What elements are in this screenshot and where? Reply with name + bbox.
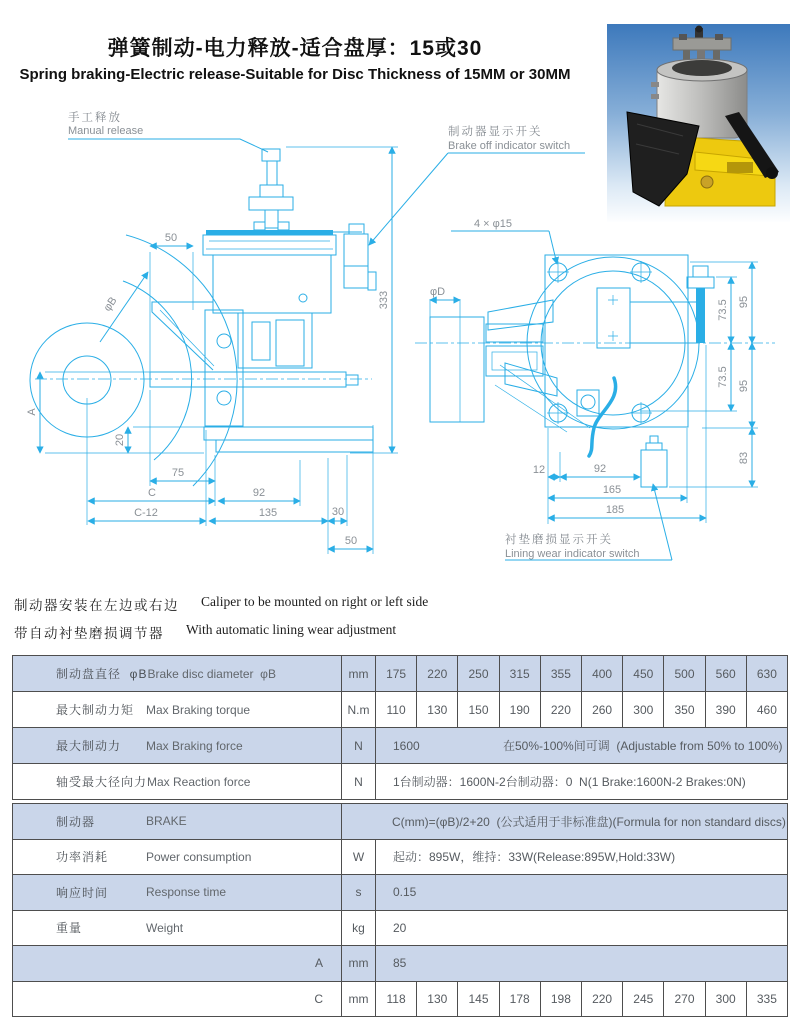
value-cell: 130 [416, 982, 457, 1017]
page-header [15, 32, 575, 83]
value-cell: 270 [663, 982, 704, 1017]
dim-135: 135 [258, 507, 278, 519]
mounting-plate [545, 255, 688, 427]
value-cell: 190 [499, 692, 540, 727]
row-label [13, 656, 341, 691]
value-cell: 198 [540, 982, 581, 1017]
value-cell: 220 [540, 692, 581, 727]
dim-30: 30 [331, 506, 345, 518]
spec-table-2 [12, 803, 788, 1017]
table-row [13, 804, 787, 839]
value-cell: 150 [457, 692, 498, 727]
dim-83: 83 [738, 451, 750, 465]
value-cell: 300 [622, 692, 663, 727]
table-row [13, 910, 787, 946]
row-label: C [314, 991, 323, 1006]
merged-value-cell: 0.15 [375, 875, 787, 910]
braking-force-note: 在50%-100%间可调 (Adjustable from 50% to 100%) [503, 739, 783, 753]
table-row [13, 656, 787, 691]
page-title-zh: 弹簧制动-电力释放-适合盘厚：15或30 [107, 37, 483, 60]
phi-b-label: φB [101, 294, 120, 314]
merged-value-cell: 20 [375, 911, 787, 946]
base-plate [204, 427, 373, 440]
brake-off-leader [369, 153, 448, 245]
table-row [13, 839, 787, 875]
row-label-en: Max Braking force [146, 738, 243, 753]
value-cell: 315 [499, 656, 540, 691]
row-label [13, 804, 341, 839]
table-row [13, 981, 787, 1017]
row-label-en: Response time [146, 885, 227, 900]
value-cell: 400 [581, 656, 622, 691]
value-cell: 250 [457, 656, 498, 691]
note-1-en: Caliper to be mounted on right or left side [201, 594, 429, 609]
row-label-zh: 功率消耗 [56, 850, 109, 865]
row-label [13, 764, 341, 799]
braking-force-value: 1600 [393, 738, 420, 753]
value-cell: 220 [581, 982, 622, 1017]
value-cell: 130 [416, 692, 457, 727]
value-cell: 560 [705, 656, 746, 691]
row-label [13, 840, 341, 875]
manual-release-leader [68, 139, 268, 152]
merged-value-cell [375, 728, 787, 763]
unit-cell: N [341, 728, 375, 763]
manual-release-label-zh: 手工释放 [68, 112, 122, 124]
dim-50-bottom: 50 [344, 535, 358, 547]
value-cell: 350 [663, 692, 704, 727]
row-label-zh: 最大制动力矩 [56, 703, 135, 717]
value-cell: 460 [746, 692, 787, 727]
row-label-en: Max Reaction force [147, 774, 251, 789]
page-title-en: Spring braking-Electric release-Suitable for Disc Thickness of 15MM or 30MM [19, 66, 571, 83]
unit-cell: s [341, 875, 375, 910]
lining-wear-sensor [641, 436, 667, 487]
row-label-en: Max Braking torque [146, 702, 251, 717]
manual-release-stem [249, 149, 293, 230]
row-label-en: Brake disc diameter φB [147, 666, 276, 681]
phi-d-label: φD [430, 286, 446, 298]
value-cell: 500 [663, 656, 704, 691]
row-label [13, 875, 341, 910]
table-row [13, 945, 787, 981]
merged-value-cell: 起动：895W，维持：33W(Release:895W,Hold:33W) [375, 840, 787, 875]
caliper-internals [152, 302, 312, 426]
row-label-en: Power consumption [146, 849, 252, 864]
merged-value-cell: 1台制动器：1600N-2台制动器：0 N(1 Brake:1600N-2 Brakes:0N) [375, 764, 787, 799]
dim-12: 12 [532, 464, 546, 476]
value-cell: 220 [416, 656, 457, 691]
value-cell: 178 [499, 982, 540, 1017]
row-label-zh: 制动器 [56, 814, 96, 829]
row-label-zh: 重量 [56, 921, 83, 936]
note-line-2 [14, 622, 428, 642]
row-label-zh: 制动盘直径 φB [56, 667, 148, 681]
shaft [150, 372, 346, 387]
dim-165: 165 [602, 484, 622, 496]
table-row [13, 691, 787, 727]
lining-wear-leader [653, 484, 672, 560]
dim-C: C [148, 487, 156, 499]
note-2-zh: 带自动衬垫磨损调节器 [14, 626, 164, 641]
hub-block [597, 288, 630, 348]
row-label [13, 728, 341, 763]
dim-185: 185 [605, 504, 625, 516]
value-cell: 335 [746, 982, 787, 1017]
dim-333: 333 [378, 290, 390, 310]
dim-92-top: 92 [593, 463, 607, 475]
unit-cell: N.m [341, 692, 375, 727]
bolt-pattern-leader [549, 231, 557, 264]
shaft-end [346, 375, 358, 385]
table-row [13, 874, 787, 910]
table-row [13, 763, 787, 799]
row-label-zh: 最大制动力 [56, 739, 122, 753]
unit-cell: mm [341, 946, 375, 981]
value-cell: 175 [375, 656, 416, 691]
row-label-en: BRAKE [146, 814, 187, 829]
value-cell: 245 [622, 982, 663, 1017]
row-label-zh: 轴受最大径向力 [56, 775, 148, 789]
merged-value-cell: 85 [375, 946, 787, 981]
row-label-en: Weight [146, 920, 184, 935]
formula-cell: C(mm)=(φB)/2+20 (公式适用于非标准盘)(Formula for non standard discs) [341, 804, 787, 839]
top-view-dimensions-bottom [533, 345, 706, 524]
row-label [13, 692, 341, 727]
note-2-en: With automatic lining wear adjustment [186, 622, 397, 637]
dim-735-upper: 73.5 [717, 299, 729, 321]
row-label: A [314, 956, 323, 971]
side-view-dimensions [26, 147, 398, 554]
dim-20: 20 [114, 433, 126, 447]
unit-cell: W [341, 840, 375, 875]
brake-off-label-zh: 制动器显示开关 [448, 126, 543, 138]
lining-wear-label-en: Lining wear indicator switch [505, 548, 640, 560]
unit-cell: N [341, 764, 375, 799]
value-cell: 118 [375, 982, 416, 1017]
top-view [415, 218, 775, 560]
dim-75: 75 [171, 467, 185, 479]
value-cell: 450 [622, 656, 663, 691]
dim-C12: C-12 [134, 507, 158, 519]
unit-cell: mm [341, 656, 375, 691]
lining-wear-label-zh: 衬垫磨损显示开关 [505, 534, 613, 546]
brake-off-label-en: Brake off indicator switch [448, 140, 571, 152]
note-line-1 [14, 594, 428, 614]
note-1-zh: 制动器安装在左边或右边 [14, 598, 179, 613]
brake-off-switch [344, 224, 376, 290]
bolt-pattern-label: 4 × φ15 [474, 218, 513, 230]
spec-table-1 [12, 655, 788, 800]
notes [14, 594, 428, 650]
row-label-zh: 响应时间 [56, 885, 109, 900]
dim-95-lower: 95 [738, 379, 750, 393]
technical-drawing [0, 95, 798, 570]
side-view [26, 111, 585, 554]
dim-A: A [26, 408, 38, 416]
unit-cell: mm [341, 982, 375, 1017]
dim-92-side: 92 [252, 487, 266, 499]
base-foot [216, 440, 373, 452]
dim-735-lower: 73.5 [717, 366, 729, 388]
value-cell: 355 [540, 656, 581, 691]
row-label [13, 911, 341, 946]
value-cell: 260 [581, 692, 622, 727]
table-row [13, 727, 787, 763]
dim-95-upper: 95 [738, 295, 750, 309]
value-cell: 300 [705, 982, 746, 1017]
unit-cell: kg [341, 911, 375, 946]
value-cell: 630 [746, 656, 787, 691]
value-cell: 110 [375, 692, 416, 727]
value-cell: 145 [457, 982, 498, 1017]
value-cell: 390 [705, 692, 746, 727]
caliper-housing [203, 230, 362, 313]
manual-release-label-en: Manual release [68, 125, 144, 137]
dim-50-top: 50 [164, 232, 178, 244]
shaft-assembly [430, 300, 599, 432]
